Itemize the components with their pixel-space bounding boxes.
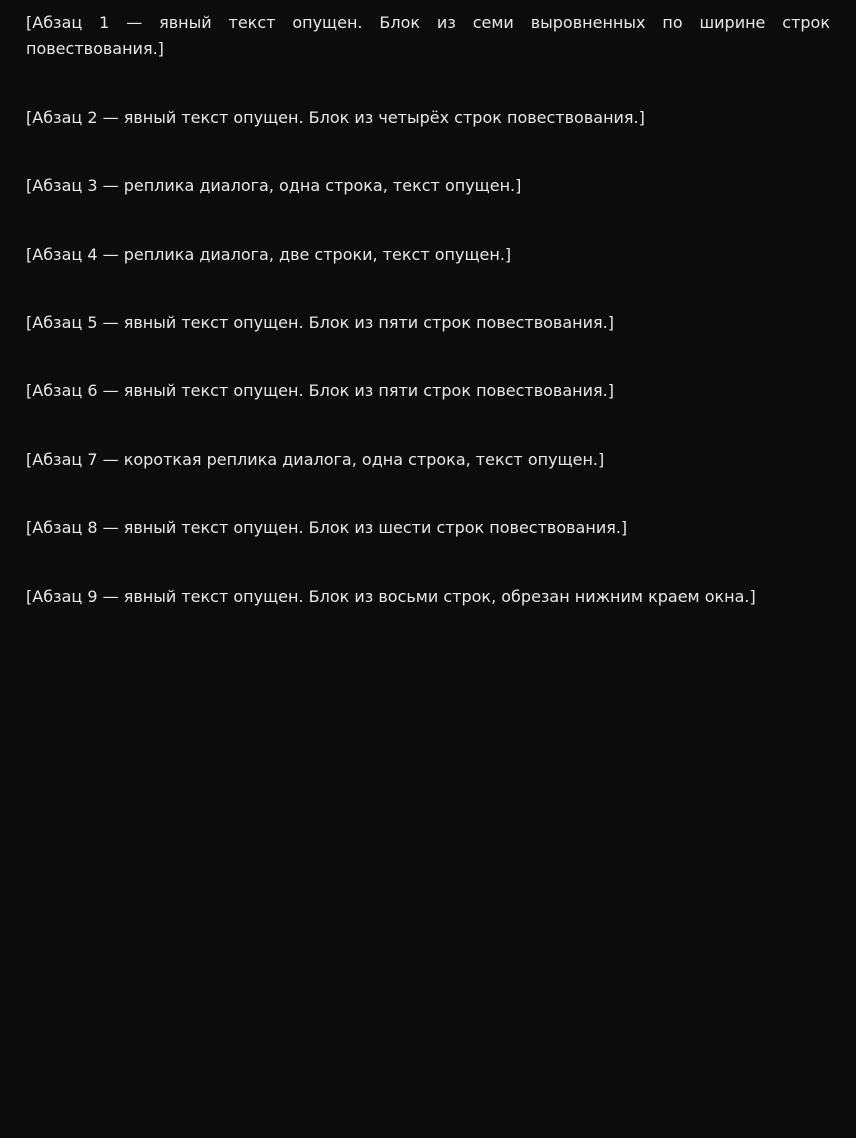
paragraph-6: [Абзац 6 — явный текст опущен. Блок из пяти строк повествования.] bbox=[26, 381, 614, 401]
paragraph-5: [Абзац 5 — явный текст опущен. Блок из пяти строк повествования.] bbox=[26, 312, 614, 332]
paragraph-4-dialogue: [Абзац 4 — реплика диалога, две строки, текст опущен.] bbox=[26, 244, 512, 264]
paragraph-2: [Абзац 2 — явный текст опущен. Блок из четырёх строк повествования.] bbox=[26, 107, 645, 127]
paragraph-3-dialogue: [Абзац 3 — реплика диалога, одна строка, текст опущен.] bbox=[26, 176, 522, 196]
paragraph-8: [Абзац 8 — явный текст опущен. Блок из шести строк повествования.] bbox=[26, 518, 628, 538]
paragraph-9: [Абзац 9 — явный текст опущен. Блок из восьми строк, обрезан нижним краем окна.] bbox=[26, 586, 756, 606]
paragraph-7-dialogue: [Абзац 7 — короткая реплика диалога, одна строка, текст опущен.] bbox=[26, 449, 605, 469]
paragraph-1: [Абзац 1 — явный текст опущен. Блок из семи выровненных по ширине строк повествования.] bbox=[26, 13, 830, 59]
